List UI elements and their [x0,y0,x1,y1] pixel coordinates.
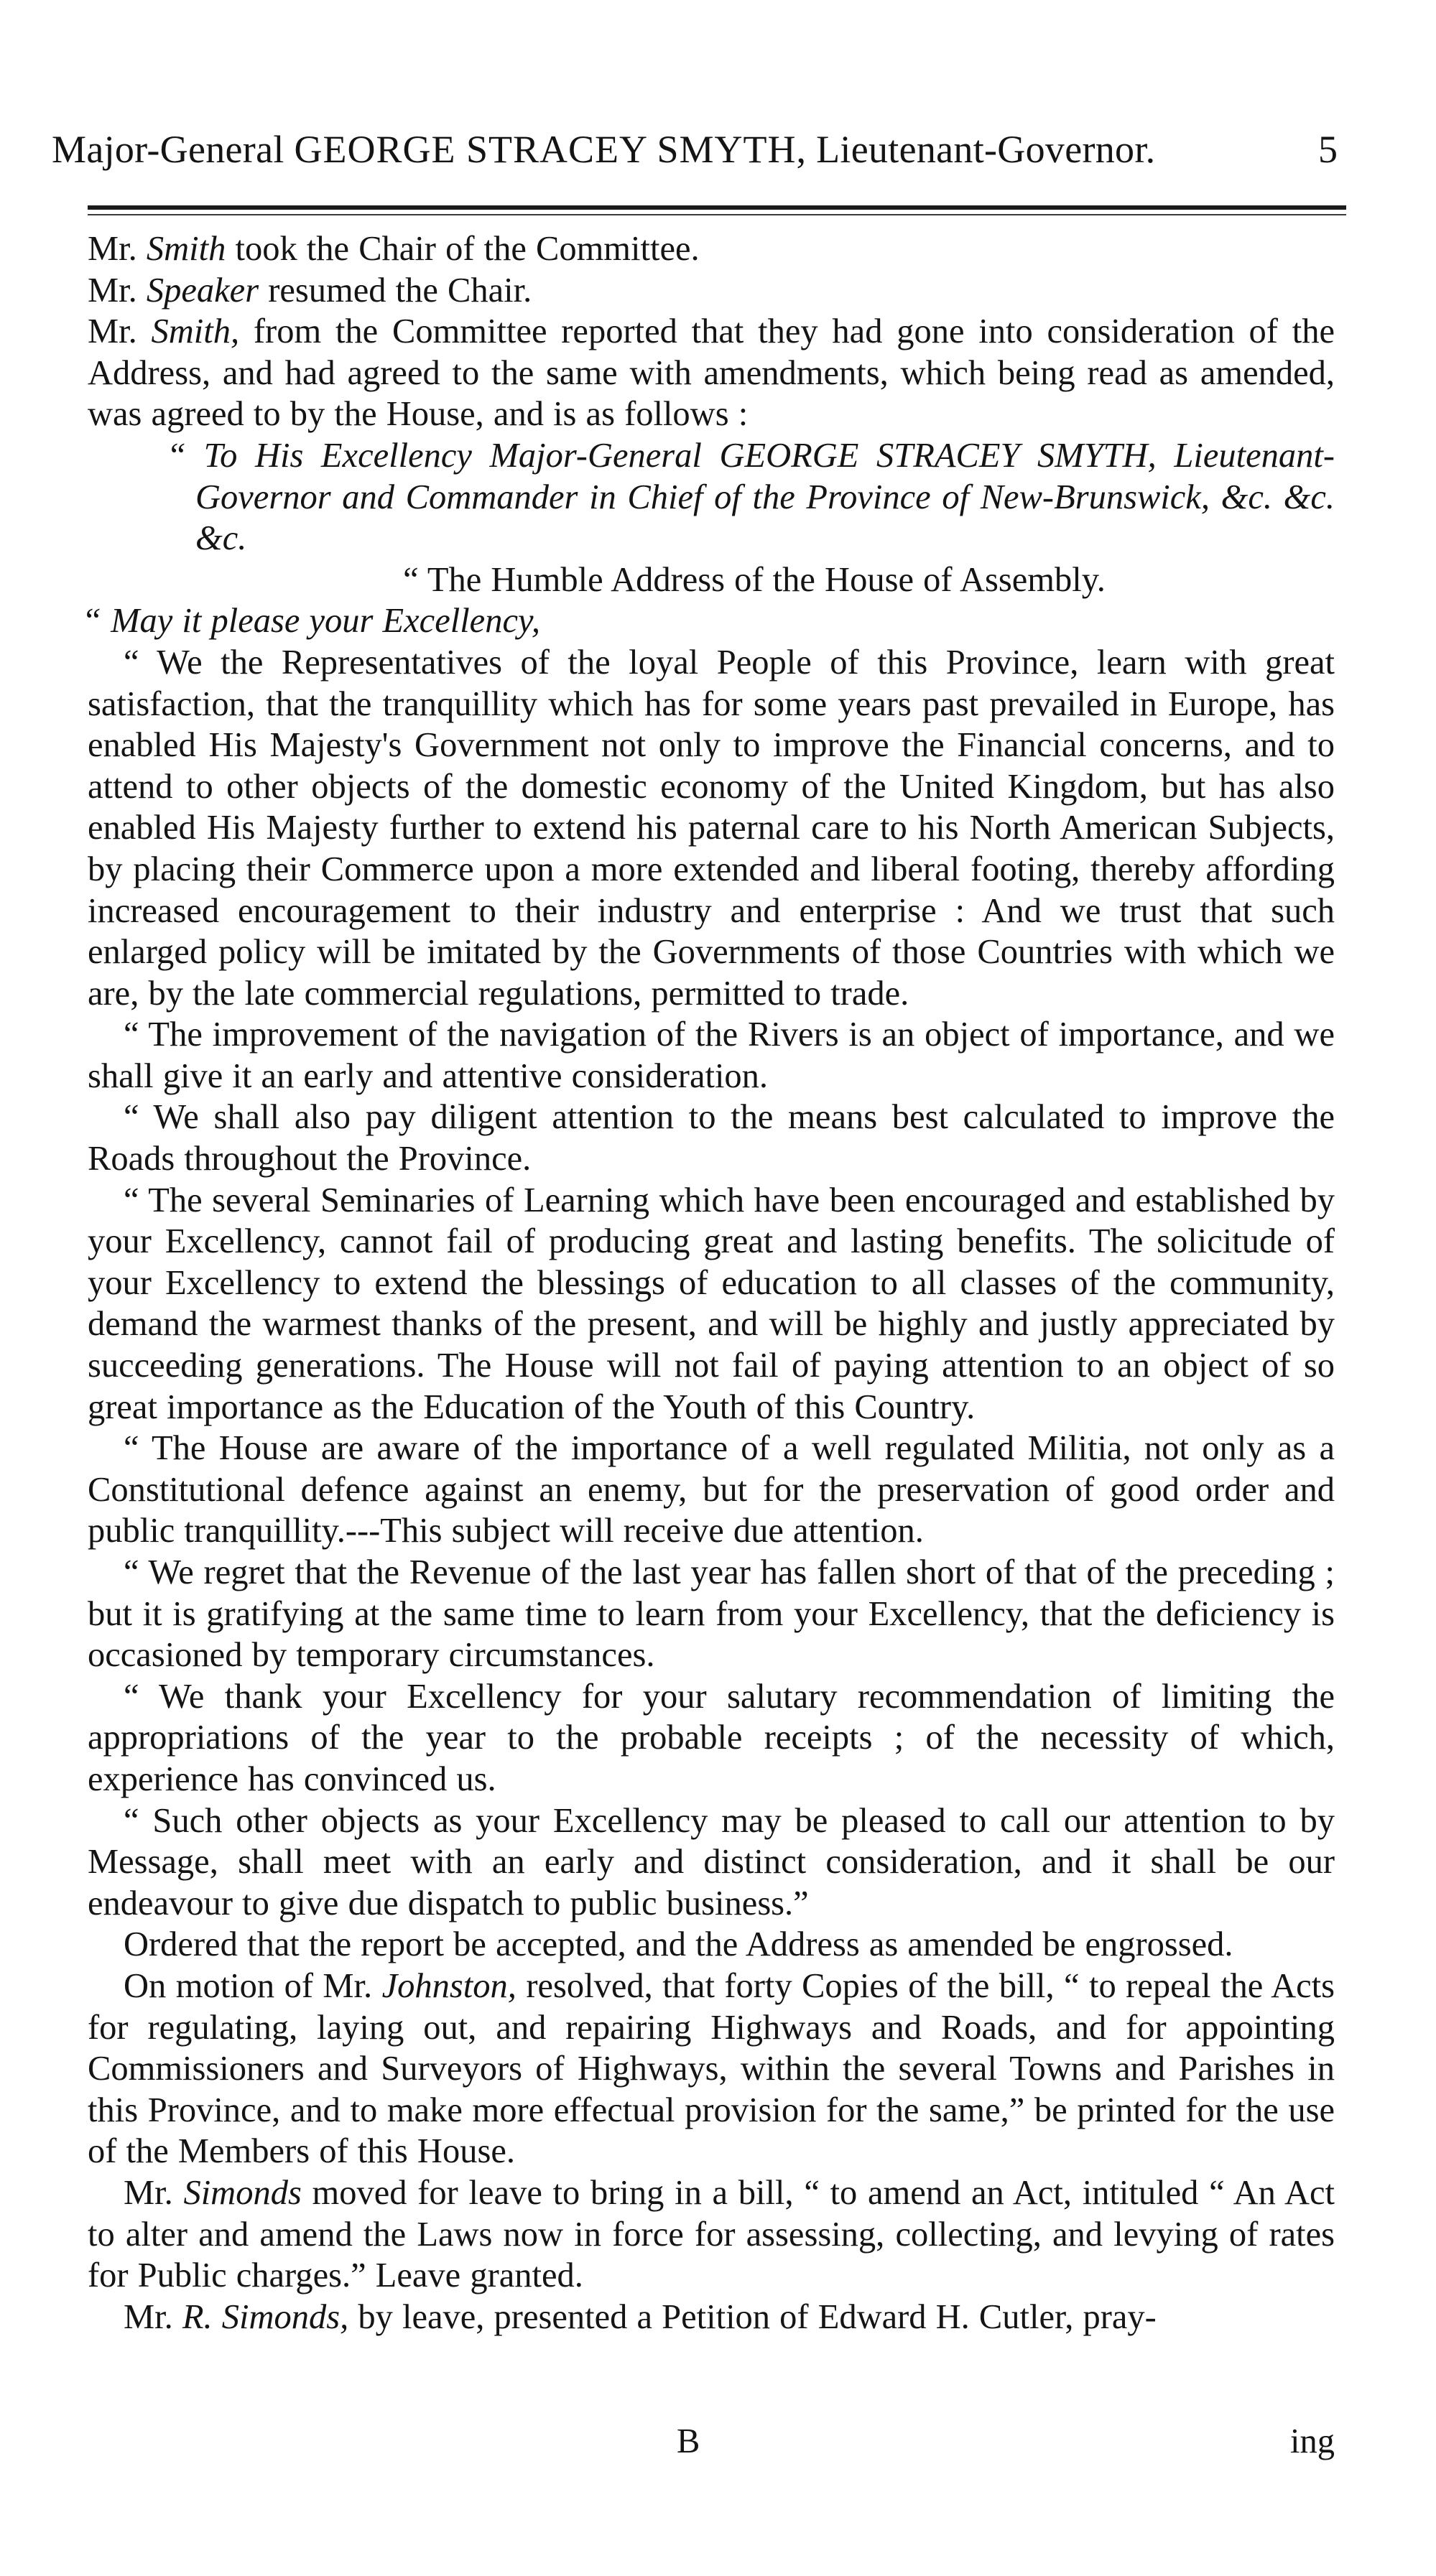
signature-mark: B [677,2422,700,2460]
paragraph-militia: “ The House are aware of the importance of a well regulated Militia, not only as a Constitutional defence against an enemy, but for the preservation of good order and public tranquillity.---This subject will receive due attention. [88,1429,1335,1550]
address-salutation: “ May it please your Excellency, [82,602,540,641]
address-title: “ The Humble Address of the House of Assembly. [403,560,1106,599]
paragraph-committee-report: Mr. Smith, from the Committee reported that they had gone into consideration of the Address, and had agreed to the same with amendments, which being read as amended, was agreed to by the House, and is as follows : [88,312,1335,434]
paragraph-petition: Mr. R. Simonds, by leave, presented a Petition of Edward H. Cutler, pray- [124,2297,1157,2336]
page-footer [88,2420,1335,2463]
paragraph-roads: “ We shall also pay diligent attention to the means best calculated to improve the Roads throughout the Province. [88,1098,1335,1178]
paragraph-commerce: “ We the Representatives of the loyal People of this Province, learn with great satisfaction, that the tranquillity which has for some years past prevailed in Europe, has enabled His Majesty's Government not only to improve the Financial concerns, and to attend to other objects of the domestic economy of the United Kingdom, but has also enabled His Majesty further to extend his paternal care to his North American Subjects, by placing their Commerce upon a more extended and liberal footing, thereby affording increased encouragement to their industry and enterprise : And we trust that such enlarged policy will be imitated by the Governments of those Countries with which we are, by the late commercial regulations, permitted to trade. [88,643,1335,1013]
paragraph-simonds-motion: Mr. Simonds moved for leave to bring in a bill, “ to amend an Act, intituled “ An Act to alter and amend the Laws now in force for assessing, collecting, and levying of rates for Public charges.” Leave granted. [88,2173,1335,2295]
paragraph-other-objects: “ Such other objects as your Excellency may be pleased to call our attention to by Message, shall meet with an early and distinct consideration, and it shall be our endeavour to give due dispatch to public business.” [88,1801,1335,1922]
paragraph-revenue: “ We regret that the Revenue of the last year has fallen short of that of the preceding ; but it is gratifying at the same time to learn from your Excellency, that the deficiency is occasioned by temporary circumstances. [88,1553,1335,1675]
paragraph-smith-chair: Mr. Smith took the Chair of the Committee. [88,230,700,268]
address-heading: “ To His Excellency Major-General GEORGE STRACEY SMYTH, Lieutenant-Governor and Commander in Chief of the Province of New-Brunswick, &c. &c. &c. [167,436,1335,558]
paragraph-rivers: “ The improvement of the navigation of the Rivers is an object of importance, and we shall give it an early and attentive consideration. [88,1015,1335,1095]
paragraph-seminaries: “ The several Seminaries of Learning which have been encouraged and established by your Excellency, cannot fail of producing great and lasting benefits. The solicitude of your Excellency to extend the blessings of education to all classes of the community, demand the warmest thanks of the present, and will be highly and justly appreciated by succeeding generations. The House will not fail of paying attention to an object of so great importance as the Education of the Youth of this Country. [88,1181,1335,1426]
paragraph-johnston-motion: On motion of Mr. Johnston, resolved, that forty Copies of the bill, “ to repeal the Acts for regulating, laying out, and repairing Highways and Roads, and for appointing Commissioners and Surveyors of Highways, within the several Towns and Parishes in this Province, and to make more effectual provision for the same,” be printed for the use of the Members of this House. [88,1966,1335,2171]
running-title: Major-General GEORGE STRACEY SMYTH, Lieutenant-Governor. [52,128,1156,171]
header-rule-thin [88,214,1346,215]
paragraph-appropriations: “ We thank your Excellency for your salutary recommendation of limiting the appropriations of the year to the probable receipts ; of the necessity of which, experience has convinced us. [88,1677,1335,1798]
page-number: 5 [1318,128,1338,171]
governor-name: GEORGE STRACEY SMYTH [294,128,797,171]
paragraph-ordered: Ordered that the report be accepted, and the Address as amended be engrossed. [124,1925,1233,1964]
catchword: ing [1290,2422,1335,2460]
paragraph-speaker-resumed: Mr. Speaker resumed the Chair. [88,271,532,310]
header-rule-thick [88,205,1346,210]
body-text [82,228,1335,2338]
running-header [52,121,1338,178]
